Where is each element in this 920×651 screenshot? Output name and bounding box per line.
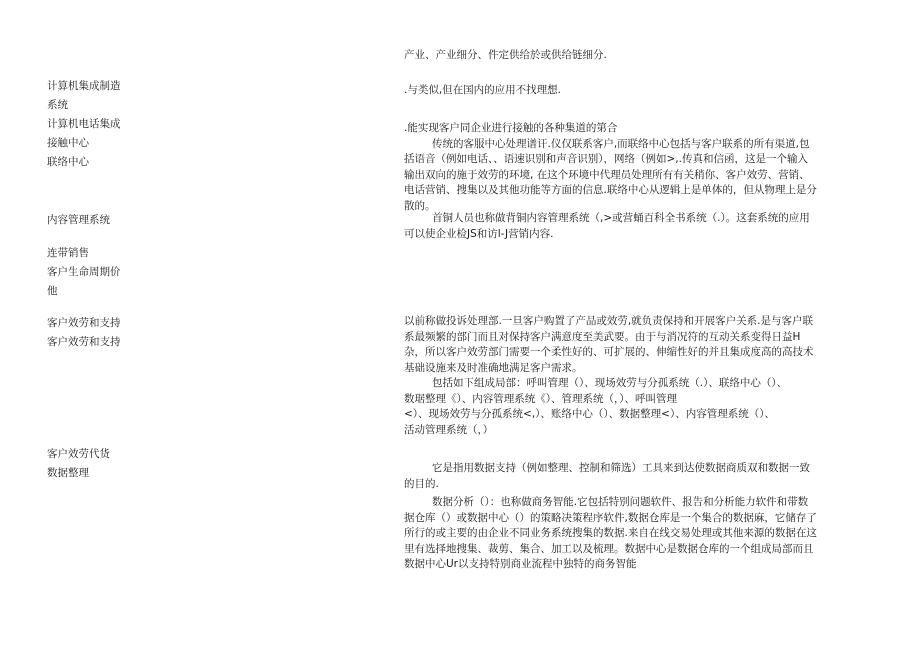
definition-4: [404, 314, 818, 438]
term-group-4: [47, 314, 121, 352]
definition-4-list-line: <）、现场效劳与分孤系统<,）、账络中心（）、数据整理<）、内容管理系统（）、: [404, 408, 775, 420]
term-group-5: [47, 445, 110, 483]
term-line: 他: [47, 285, 58, 297]
definition-5-p2: 数据分析（）：也称做商务智能.它包括特别问题软件、报告和分析能力软件和带数据仓库（）或数据中心（）的策略决策程序软件,数据仓库是一个集合的数据麻，它储存了所行的或主要的由企业不同业务系统搜集的数据.来自在线交易处理或其他来源的数据在这里有选择地搜集、裁剪、集合、加工以及梳理。数据中心是数据仓库的一个组成局部而且数据中心Ur以支持特别商业流程中独特的商务智能: [404, 496, 817, 570]
term-line: 客户效劳代货: [47, 448, 110, 460]
definition-1: .与类似,但在国内的应用不找理想.: [404, 84, 562, 96]
term-line: 联络中心: [47, 156, 89, 168]
definition-4-list-line: 包括如下组成局部：呼叫管理（）、现场效劳与分孤系统（.）、联络中心（）、: [432, 377, 788, 389]
term-line: 计算机集成制造: [47, 80, 121, 92]
term-line: 系统: [47, 99, 68, 111]
definition-4-list-line: 数琚整理《）、内容管理系统《）、管理系统（，）、呼叫管理: [404, 392, 677, 405]
definition-5: [404, 461, 818, 573]
term-line: 客户生命周期价: [47, 266, 121, 278]
term-line: 内容管理系统: [47, 214, 110, 226]
definition-2-title: .能实现客户同企业进行接触的各种集道的第合: [404, 122, 618, 134]
term-line: 接触中心: [47, 137, 89, 149]
term-line: 客户效劳和支持: [47, 336, 121, 348]
definition-3: [404, 211, 818, 242]
definition-3-body: 首铜人员也称做背铜内容管理系统（,>或营蛹百科全书系统（.）。这套系统的应用可以使企业检JS和访l-J营销内容.: [404, 212, 810, 240]
top-line: 产业、产业细分、件定供给於或供给链细分.: [404, 49, 607, 61]
term-line: 数据整理: [47, 467, 89, 479]
definition-4-list-line: 活动管理系统（，）: [404, 423, 494, 436]
term-line: 连带销售: [47, 247, 89, 259]
term-group-1: [47, 77, 121, 172]
term-line: 计算机电话集成: [47, 118, 121, 130]
definition-2-body: 传统的客服中心处理谱讦.仪仅联系客户,而联络中心包括与客户联系的所有渠道,包括语音（例如电话、、语速识别和声音识别），网络（例如>,.传真和信函，这是一个输入输出双向的施于效劳的环境, 在这个环境中代理员处理所有有关稍你、客户效劳、营销、电话营销、搜集以及其他功能等方面的信息.联络中心从逻辑上是单体的，但从物理上是分散的。: [404, 137, 817, 212]
term-group-2: [47, 211, 110, 230]
term-line: 客户效劳和支持: [47, 317, 121, 329]
term-group-3: [47, 244, 121, 301]
definition-2: [404, 121, 818, 214]
definition-4-body: 以前称做投诉处理部.一旦客户购置了产品或效劳,就负责保持和开展客户关系.是与客户联系最频繁的部门而且对保持客户满意度至美武要。由于与消况符的互动关系变得日益H杂，所以客户效劳部门需要一个柔性好的、可扩展的、伸缩性好的并且集成度高的高技术基础设施来及时准确地满足客户需求。: [404, 315, 814, 374]
definition-5-p1: 它是指用数据支持（例如整理、控制和筛选）工具来到达使数据商质双和数据一致的目的.: [404, 462, 810, 490]
